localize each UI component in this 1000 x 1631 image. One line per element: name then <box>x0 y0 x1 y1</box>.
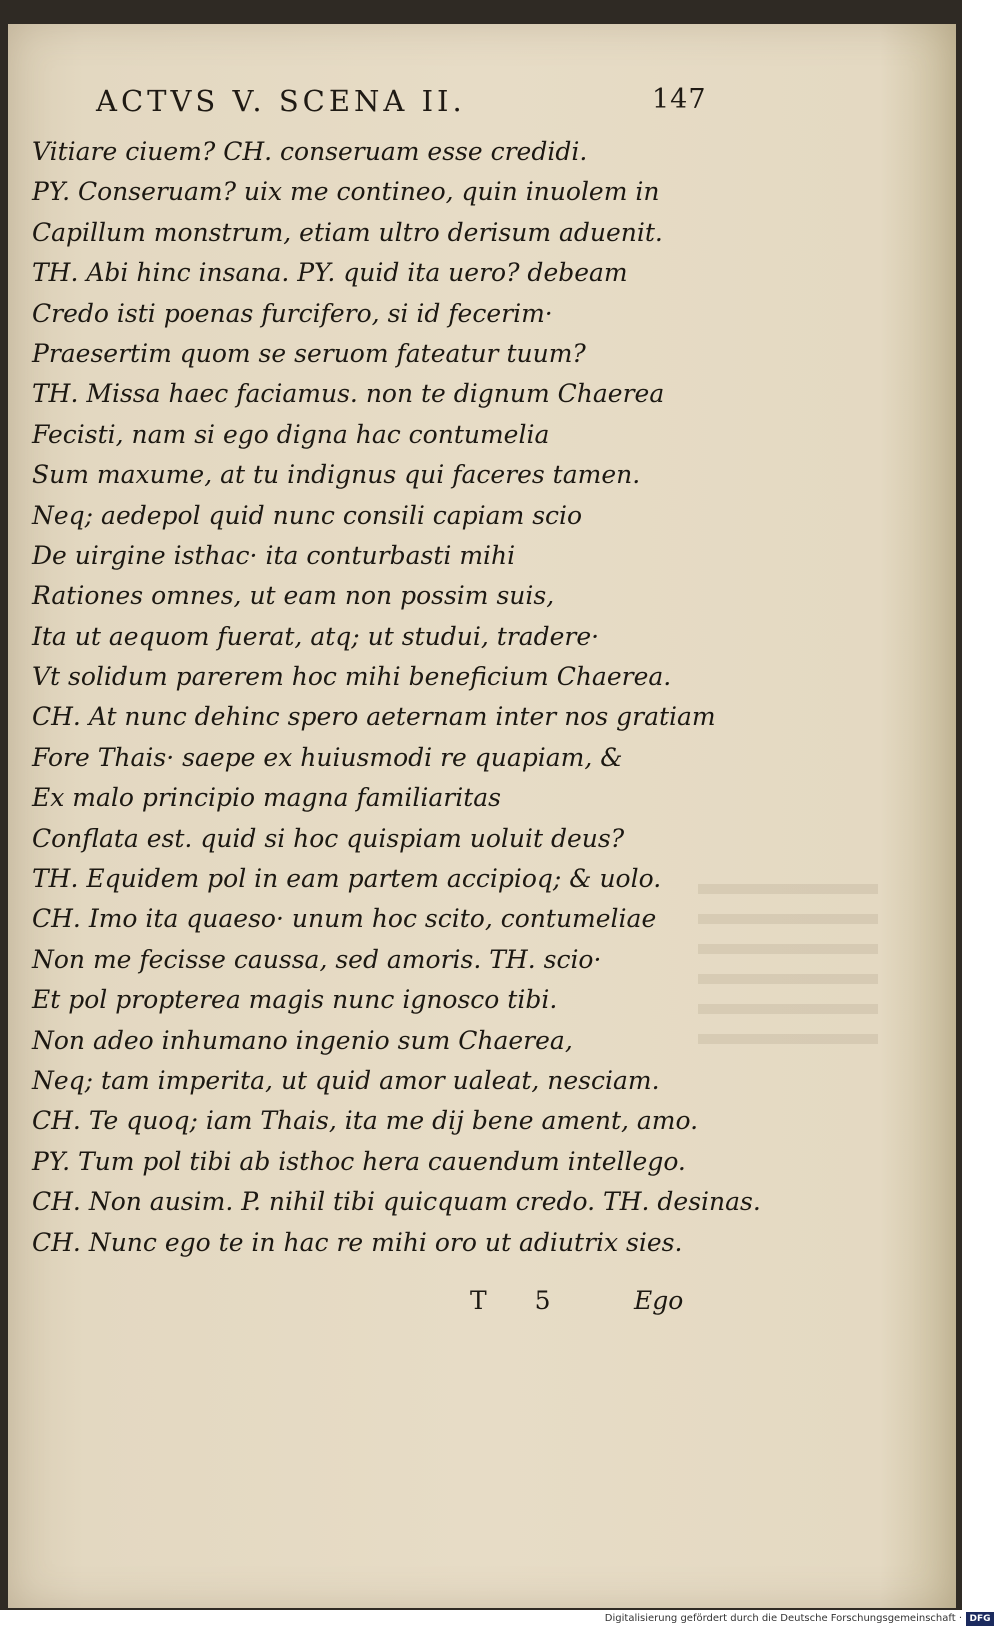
page-number: 147 <box>652 84 707 115</box>
verse-line: Neq; tam imperita, ut quid amor ualeat, nesciam. <box>32 1065 660 1095</box>
page-footer <box>8 1286 956 1326</box>
verse-line: CH. Imo ita quaeso· unum hoc scito, contumeliae <box>32 904 657 934</box>
running-head: ACTVS V. SCENA II. <box>96 84 466 118</box>
verse-line: Credo isti poenas furcifero, si id fecerim· <box>32 298 553 328</box>
signature-mark: T 5 <box>470 1286 571 1315</box>
verse-line: CH. Te quoq; iam Thais, ita me dij bene ament, amo. <box>32 1106 699 1136</box>
verse-line: Fore Thais· saepe ex huiusmodi re quapiam, & <box>32 742 623 772</box>
catchword: Ego <box>634 1286 684 1315</box>
verse-line: Ex malo principio magna familiaritas <box>32 783 501 813</box>
verse-line: TH. Missa haec faciamus. non te dignum Chaerea <box>32 379 665 409</box>
verse-line: Et pol propterea magis nunc ignosco tibi. <box>32 985 558 1015</box>
verse-line: TH. Abi hinc insana. PY. quid ita uero? debeam <box>32 258 628 288</box>
dfg-logo-icon: DFG <box>966 1612 994 1626</box>
verse-line: CH. Non ausim. P. nihil tibi quicquam credo. TH. desinas. <box>32 1187 761 1217</box>
verse-line: PY. Tum pol tibi ab isthoc hera cauendum intellego. <box>32 1146 686 1176</box>
verse-line: Fecisti, nam si ego digna hac contumelia <box>32 419 550 449</box>
verse-line: TH. Equidem pol in eam partem accipioq; & uolo. <box>32 864 662 894</box>
ink-show-through <box>698 884 878 1044</box>
verse-text-block <box>32 132 761 1263</box>
page-header <box>96 84 707 134</box>
verse-line: De uirgine isthac· ita conturbasti mihi <box>32 540 516 570</box>
verse-line: Conflata est. quid si hoc quispiam uoluit deus? <box>32 823 625 853</box>
verse-line: Vt solidum parerem hoc mihi beneficium Chaerea. <box>32 662 672 692</box>
verse-line: PY. Conseruam? uix me contineo, quin inuolem in <box>32 177 660 207</box>
verse-line: Capillum monstrum, etiam ultro derisum aduenit. <box>32 217 663 247</box>
book-page <box>8 24 956 1608</box>
verse-line: Rationes omnes, ut eam non possim suis, <box>32 581 555 611</box>
verse-line: Ita ut aequom fuerat, atq; ut studui, tradere· <box>32 621 600 651</box>
verse-line: Neq; aedepol quid nunc consili capiam scio <box>32 500 583 530</box>
verse-line: CH. At nunc dehinc spero aeternam inter nos gratiam <box>32 702 716 732</box>
verse-line: Non adeo inhumano ingenio sum Chaerea, <box>32 1025 573 1055</box>
verse-line: Praesertim quom se seruom fateatur tuum? <box>32 338 586 368</box>
verse-line: Vitiare ciuem? CH. conseruam esse credidi. <box>32 137 588 166</box>
digitization-credit: Digitalisierung gefördert durch die Deutsche Forschungsgemeinschaft · <box>604 1613 962 1624</box>
verse-line: Sum maxume, at tu indignus qui faceres tamen. <box>32 460 641 490</box>
verse-line: Non me fecisse caussa, sed amoris. TH. scio· <box>32 944 602 974</box>
verse-line: CH. Nunc ego te in hac re mihi oro ut adiutrix sies. <box>32 1227 683 1257</box>
